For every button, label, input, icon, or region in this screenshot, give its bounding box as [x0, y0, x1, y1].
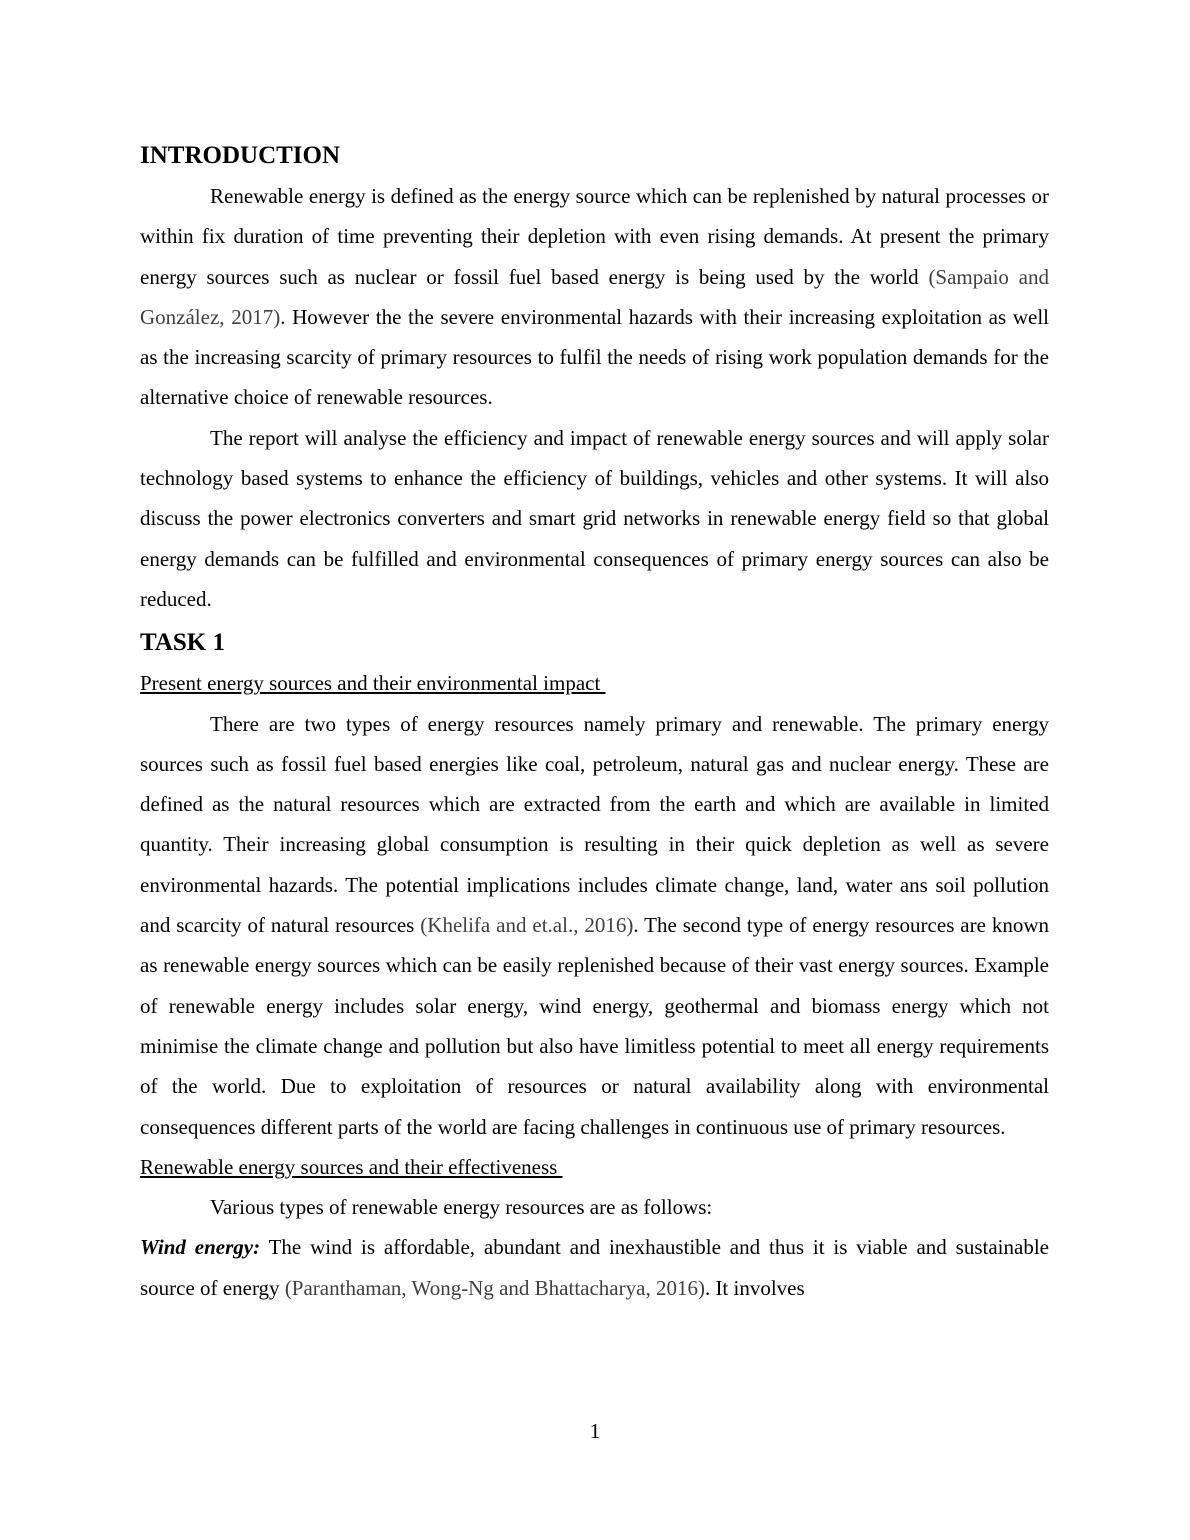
- task1-paragraph-1: [140, 704, 1049, 1147]
- wind-energy-paragraph: [140, 1227, 1049, 1308]
- renewable-types-intro: Various types of renewable energy resources are as follows:: [210, 1195, 713, 1220]
- subheading-present-energy: Present energy sources and their environmental impact: [140, 671, 606, 696]
- intro-p1-text-a: Renewable energy is defined as the energy source which can be replenished by natural processes or within fix duration of time preventing their depletion with even rising demands. At present the primary energy sources such as nuclear or fossil fuel based energy is being used by the world: [140, 184, 1049, 289]
- wind-text-a: The wind is affordable, abundant and inexhaustible and thus it is viable and sustainable source of energy: [140, 1235, 1049, 1300]
- page-number: 1: [589, 1419, 601, 1443]
- subheading-renewable-effectiveness: Renewable energy sources and their effectiveness: [140, 1154, 563, 1179]
- document-page: [140, 136, 1049, 1308]
- task1-heading: TASK 1: [140, 629, 225, 657]
- wind-energy-label: Wind energy:: [140, 1235, 261, 1260]
- wind-text-b: . It involves: [704, 1275, 805, 1300]
- intro-paragraph-1: [140, 176, 1049, 418]
- task1-p3-text-b: . The second type of energy resources are known as renewable energy sources which can be easily replenished because of their vast energy sources. Example of renewable energy includes solar energy, wind energy, geothermal and biomass energy which not minimise the climate change and pollution but also have limitless potential to meet all energy requirements of the world. Due to exploitation of resources or natural availability along with environmental consequences different parts of the world are facing challenges in continuous use of primary resources.: [140, 913, 1049, 1139]
- citation-paranthaman: (Paranthaman, Wong-Ng and Bhattacharya, 2016): [284, 1275, 705, 1300]
- intro-paragraph-2: The report will analyse the efficiency and impact of renewable energy sources and will apply solar technology based systems to enhance the efficiency of buildings, vehicles and other systems. It will also discuss the power electronics converters and smart grid networks in renewable energy field so that global energy demands can be fulfilled and environmental consequences of primary energy sources can also be reduced.: [140, 425, 1049, 611]
- citation-sampaio: (Sampaio and González, 2017): [140, 264, 1049, 329]
- citation-khelifa: (Khelifa and et.al., 2016): [420, 913, 634, 938]
- task1-p3-text-a: There are two types of energy resources namely primary and renewable. The primary energy sources such as fossil fuel based energies like coal, petroleum, natural gas and nuclear energy. These are defined as the natural resources which are extracted from the earth and which are available in limited quantity. Their increasing global consumption is resulting in their quick depletion as well as severe environmental hazards. The potential implications includes climate change, land, water ans soil pollution and scarcity of natural resources: [140, 711, 1049, 938]
- introduction-heading: INTRODUCTION: [140, 142, 341, 169]
- intro-p1-text-b: . However the the severe environmental hazards with their increasing exploitation as well as the increasing scarcity of primary resources to fulfil the needs of rising work population demands for the alternative choice of renewable resources.: [140, 304, 1050, 410]
